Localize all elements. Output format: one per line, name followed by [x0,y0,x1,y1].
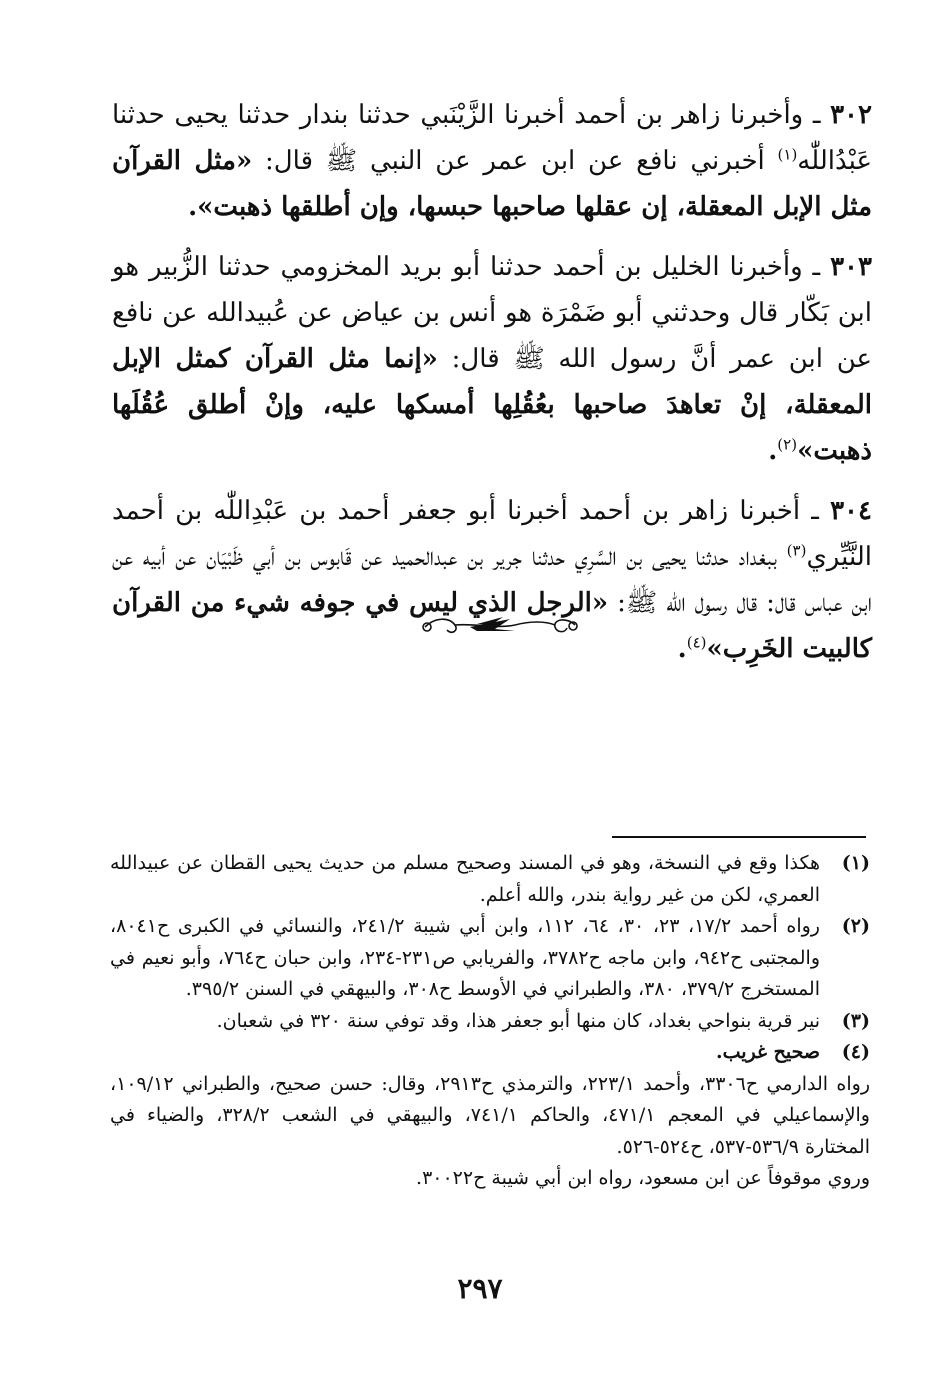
footnote-number: (٢) [841,915,870,937]
hadith-number: ٣٠٤ [830,496,872,526]
hadith-text: ـ أخبرنا زاهر بن أحمد أخبرنا أبو جعفر أحمد بن عَبْدِاللّٰه بن أحمد النَّيِّري [112,496,872,572]
footnote-2 [110,911,870,1006]
footnote-text [110,1037,820,1069]
hadith-end: . [188,192,198,222]
footnote-mark: (٣) [786,541,807,560]
footnote-4 [110,1037,870,1069]
hadith-text: ـ وأخبرنا الخليل بن أحمد حدثنا أبو بريد المخزومي حدثنا الزُّبير هو ابن بَكّار قال وحدثني أبو ضَمْرَة هو أنس بن عياض عن عُبيدالله عن نافع عن ابن عمر أنَّ رسول الله ﷺ قال: [112,252,873,374]
hadith-quote: «مثل القرآن مثل الإبل المعقلة، إن عقلها صاحبها حبسها، وإن أطلقها ذهبت» [112,146,872,222]
footnote-3 [110,1006,870,1038]
hadith-quote: «الرجل الذي ليس في جوفه شيء من القرآن كالبيت الخَرِب» [112,588,872,664]
hadith-303 [112,244,872,474]
footnote-mark: (١) [777,145,798,164]
footnote-number: (١) [841,852,870,874]
footnote-1 [110,848,870,911]
footnote-text: هكذا وقع في النسخة، وهو في المسند وصحيح مسلم من حديث يحيى القطان عن عبيدالله العمري، لكن من غير رواية بندر، والله أعلم. [110,852,820,906]
main-text [112,92,872,686]
hadith-quote: «إنما مثل القرآن كمثل الإبل المعقلة، إنْ تعاهدَ صاحبها بعُقُلِها أمسكها عليه، وإنْ أطلق عُقُلَها ذهبت» [112,344,872,466]
footnote-mark: (٤) [686,633,707,652]
hadith-text: ببغداد حدثنا يحيى بن السَّرِي حدثنا جرير بن عبدالحميد عن قَابوس بن أبي ظَبْيَان عن أبيه عن ابن عباس قال: قال رسول اللّٰه ﷺ: [112,542,872,618]
ornament-divider [415,605,585,645]
hadith-text: أخبرني نافع عن ابن عمر عن النبي ﷺ قال: [252,146,778,176]
footnote-number: (٤) [841,1041,870,1063]
footnote-separator [612,836,866,838]
footnotes [110,848,870,1195]
footnote-grade: صحيح غريب. [716,1041,820,1063]
hadith-end: . [768,436,778,466]
footnote-4-sources: رواه الدارمي ح٣٣٠٦، وأحمد ٢٢٣/١، والترمذي ح٢٩١٣، وقال: حسن صحيح، والطبراني ١٠٩/١٢، والإسماعيلي في المعجم ٤٧١/١، والحاكم ٧٤١/١، والبيهقي في الشعب ٣٢٨/٢، والضياء في المختارة ٥٣٦/٩-٥٣٧، ح٥٢٤-٥٢٦. [110,1072,871,1158]
hadith-number: ٣٠٣ [830,252,872,282]
footnote-number: (٣) [841,1009,870,1032]
footnote-text: نير قرية بنواحي بغداد، كان منها أبو جعفر هذا، وقد توفي سنة ٣٢٠ في شعبان. [216,1009,820,1032]
hadith-302 [112,92,872,230]
hadith-end: . [677,634,687,664]
footnote-4-mawquf: وروي موقوفاً عن ابن مسعود، رواه ابن أبي شيبة ح٣٠٠٢٢. [416,1167,870,1189]
hadith-text: ـ وأخبرنا زاهر بن أحمد أخبرنا الزَّيْنَبي حدثنا بندار حدثنا يحيى حدثنا عَبْدُاللّٰه [112,100,872,176]
hadith-number: ٣٠٢ [830,100,872,130]
footnote-text: رواه أحمد ١٧/٢، ٢٣، ٣٠، ٦٤، ١١٢، وابن أبي شيبة ٢٤١/٢، والنسائي في الكبرى ح٨٠٤١، والمجتبى ح٩٤٢، وابن ماجه ح٣٧٨٢، والفريابي ص٢٣١-٢٣٤، وابن حبان ح٧٦٤، وأبو نعيم في المستخرج ٣٧٩/٢، ٣٨٠، والطبراني في الأوسط ح٣٠٨، والبيهقي في السنن ٣٩٥/٢. [110,915,820,1000]
footnote-mark: (٢) [777,435,798,454]
page-number: ٢٩٧ [457,1272,503,1305]
